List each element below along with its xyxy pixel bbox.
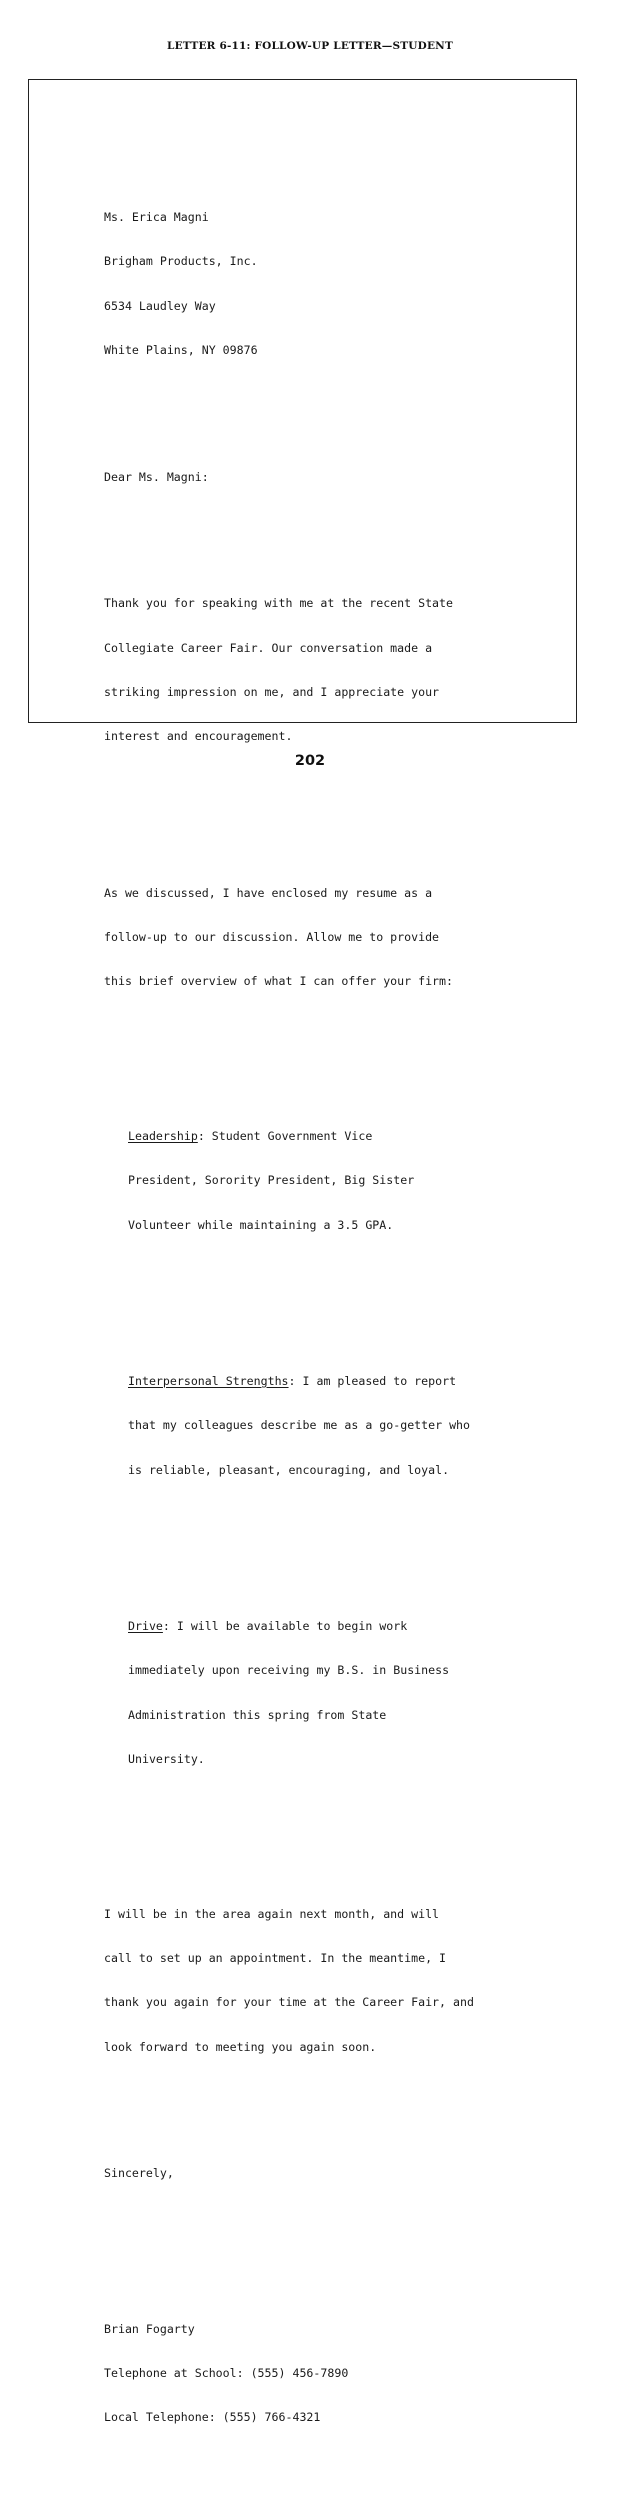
paragraph-line: Collegiate Career Fair. Our conversation made a — [104, 640, 433, 655]
paragraph-line: thank you again for your time at the Career Fair, and — [104, 1995, 474, 2010]
strength-line: President, Sorority President, Big Sister — [128, 1173, 415, 1188]
paragraph-line: look forward to meeting you again soon. — [104, 2039, 377, 2054]
paragraph-line: striking impression on me, and I appreciate your — [104, 685, 440, 700]
strength-drive — [104, 1589, 474, 1796]
strength-line: Volunteer while maintaining a 3.5 GPA. — [128, 1217, 394, 1232]
strength-first-line — [128, 1129, 474, 1144]
inside-address — [104, 180, 474, 387]
strength-text: : Student Government Vice — [197, 1128, 373, 1143]
strength-line: University. — [128, 1752, 205, 1766]
paragraph-line: this brief overview of what I can offer your firm: — [104, 974, 454, 989]
paragraph-line: follow-up to our discussion. Allow me to provide — [104, 930, 440, 944]
letter-body — [104, 136, 474, 2499]
strength-first-line — [128, 1619, 474, 1634]
strength-line: immediately upon receiving my B.S. in Business — [128, 1663, 450, 1678]
strength-first-line — [128, 1374, 474, 1389]
school-telephone: Telephone at School: (555) 456-7890 — [104, 2366, 349, 2381]
recipient-company: Brigham Products, Inc. — [104, 254, 258, 269]
salutation: Dear Ms. Magni: — [104, 469, 209, 484]
recipient-name: Ms. Erica Magni — [104, 209, 209, 224]
local-telephone: Local Telephone: (555) 766-4321 — [104, 2410, 321, 2425]
page-heading: LETTER 6-11: FOLLOW-UP LETTER—STUDENT — [167, 40, 453, 52]
paragraph-line: interest and encouragement. — [104, 729, 293, 744]
closing: Sincerely, — [104, 2166, 174, 2181]
paragraph-1 — [104, 567, 474, 774]
strength-text: : I will be available to begin work — [162, 1618, 408, 1633]
strength-label: Interpersonal Strengths — [128, 1373, 289, 1388]
paragraph-line: I will be in the area again next month, and will — [104, 1906, 440, 1921]
paragraph-2 — [104, 856, 474, 1019]
strength-interpersonal — [104, 1344, 474, 1507]
page-number: 202 — [294, 753, 326, 769]
paragraph-line: As we discussed, I have enclosed my resume as a — [104, 885, 433, 900]
strength-text: : I am pleased to report — [288, 1373, 457, 1388]
recipient-city: White Plains, NY 09876 — [104, 343, 258, 358]
paragraph-line: Thank you for speaking with me at the recent State — [104, 596, 454, 611]
strength-line: Administration this spring from State — [128, 1707, 387, 1722]
strength-label: Drive — [128, 1618, 163, 1633]
recipient-street: 6534 Laudley Way — [104, 298, 216, 313]
strength-line: that my colleagues describe me as a go-getter who — [128, 1418, 471, 1433]
strength-label: Leadership — [128, 1128, 198, 1143]
strength-leadership — [104, 1099, 474, 1262]
paragraph-line: call to set up an appointment. In the meantime, I — [104, 1950, 447, 1965]
signature-block — [104, 2292, 474, 2455]
strength-line: is reliable, pleasant, encouraging, and loyal. — [128, 1462, 450, 1477]
paragraph-3 — [104, 1877, 474, 2084]
sender-name: Brian Fogarty — [104, 2321, 195, 2336]
